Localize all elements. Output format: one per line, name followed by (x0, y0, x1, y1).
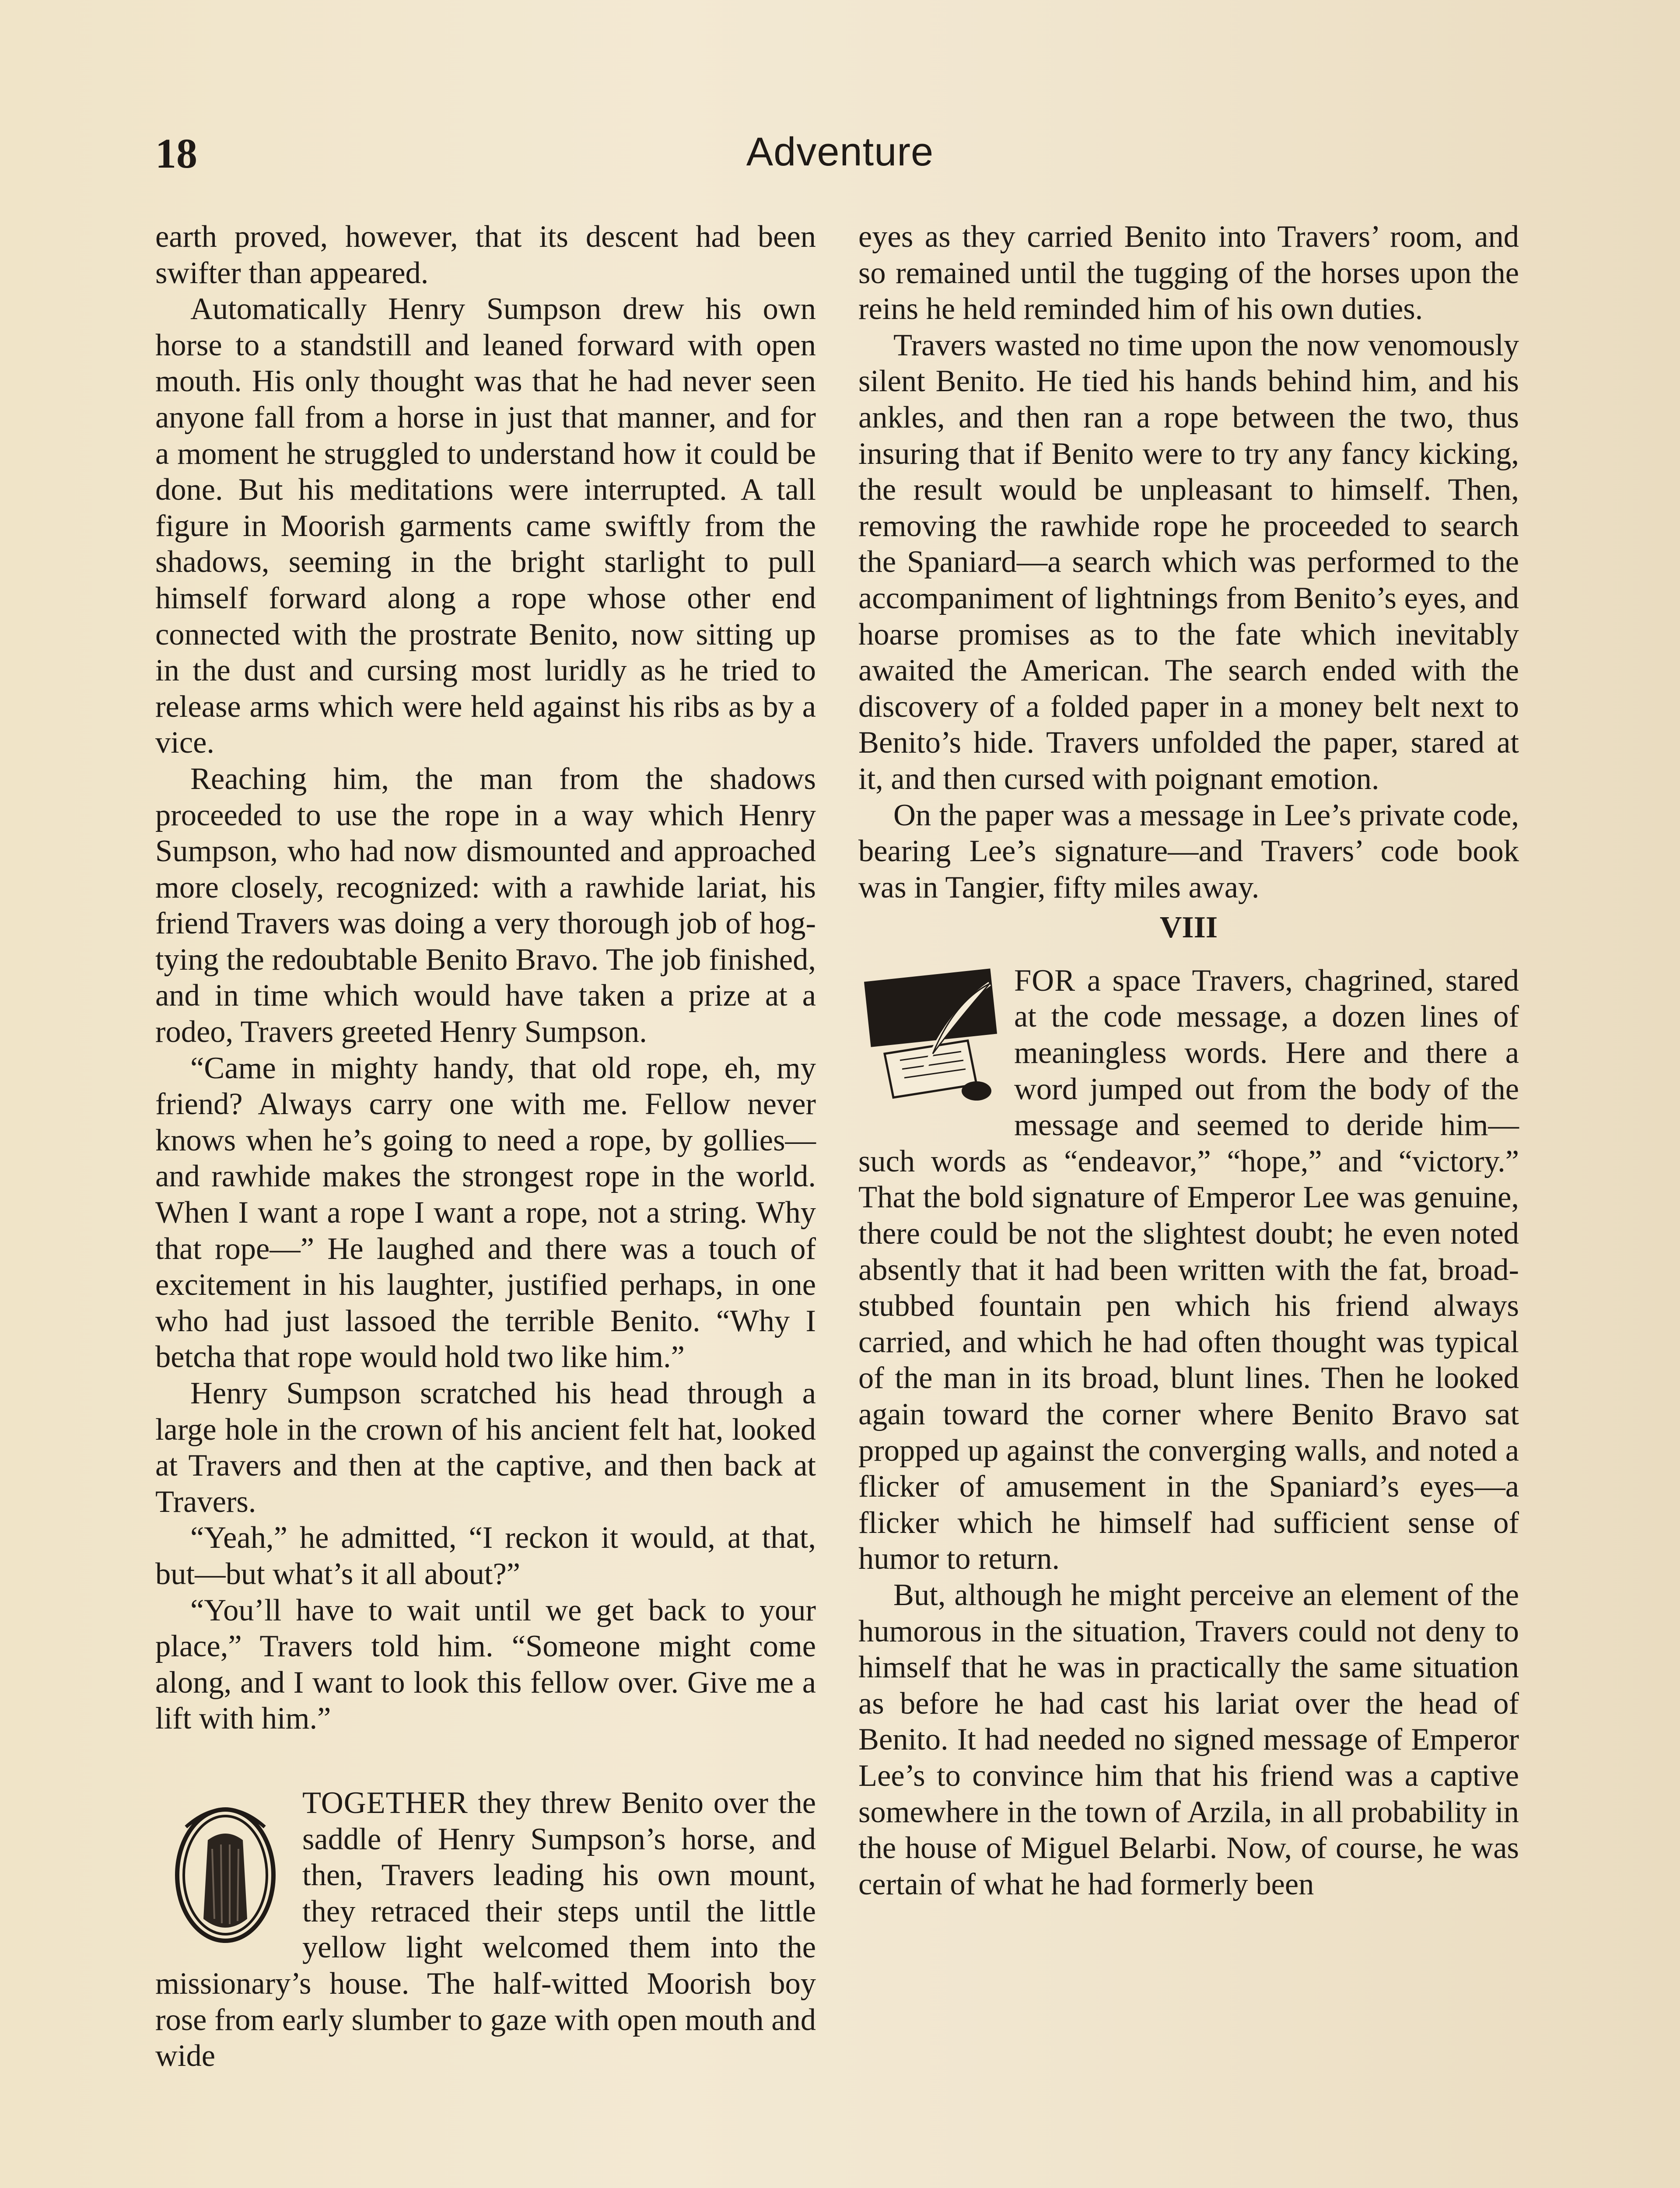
paragraph-text: a space Travers, chagrined, stared at the code message, a dozen lines of meaningless words. Here and there a word jumped out from the body of the message and seemed to deride him—such words as “endeavor,” “hope,” and “victory.” That the bold signature of Emperor Lee was genuine, there could be not the slightest doubt; he even noted absently that it had been written with the fat, broad-stubbed fountain pen which his friend always carried, and which he had often thought was typical of the man in its broad, blunt lines. Then he looked again toward the corner where Benito Bravo sat propped up against the converging walls, and noted a flicker of amusement in the Spaniard’s eyes—a flicker which he himself had sufficient sense of humor to return. (858, 963, 1519, 1576)
paragraph: earth proved, however, that its descent had been swifter than appeared. (155, 220, 816, 290)
page-number: 18 (155, 130, 197, 177)
paragraph: “Came in mighty handy, that old rope, eh, my friend? Always carry one with me. Fellow never knows when he’s going to need a rope, by gollies—and rawhide makes the strongest rope in the world. When I want a rope I want a rope, not a string. Why that rope—” He laughed and there was a touch of excitement in his laughter, justified perhaps, in one who had just lassoed the terrible Benito. “Why I betcha that rope would hold two like him.” (155, 1051, 816, 1375)
paragraph: eyes as they carried Benito into Travers’ room, and so remained until the tugging of the horses upon the reins he held reminded him of his own duties. (858, 220, 1519, 326)
running-title: Adventure (746, 130, 934, 174)
paragraph: Henry Sumpson scratched his head through a large hole in the crown of his ancient felt hat, looked at Travers and then at the captive, and then back at Travers. (155, 1376, 816, 1519)
paragraph: “You’ll have to wait until we get back to your place,” Travers told him. “Someone might come along, and I want to look this fellow over. Give me a lift with him.” (155, 1593, 816, 1736)
rope-coil-vignette (160, 1788, 291, 1954)
paragraph: Reaching him, the man from the shadows proceeded to use the rope in a way which Henry Sumpson, who had now dismounted and approached more closely, recognized: with a rawhide lariat, his friend Travers was doing a very thorough job of hog-tying the redoubtable Benito Bravo. The job finished, and in time which would have taken a prize at a rodeo, Travers greeted Henry Sumpson. (155, 761, 816, 1049)
quill-and-letter-vignette (858, 966, 1003, 1111)
paragraph: “Yeah,” he admitted, “I reckon it would, at that, but—but what’s it all about?” (155, 1521, 816, 1591)
section-break (155, 1737, 816, 1785)
lead-word: TOGETHER (302, 1785, 468, 1820)
left-column (155, 219, 816, 2074)
paragraph: But, although he might perceive an element of the humorous in the situation, Travers could not deny to himself that he was in practically the same situation as before he had cast his lariat over the head of Benito. It had needed no signed message of Emperor Lee’s to convince him that his friend was a captive somewhere in the town of Arzila, in all probability in the house of Miguel Belarbi. Now, of course, he was certain of what he had formerly been (858, 1578, 1519, 1901)
paragraph-text: they threw Benito over the saddle of Henry Sumpson’s horse, and then, Travers leading his own mount, they retraced their steps until the little yellow light welcomed them into the missionary’s house. The half-witted Moorish boy rose from early slumber to gaze with open mouth and wide (155, 1785, 816, 2073)
paragraph: Automatically Henry Sumpson drew his own horse to a standstill and leaned forward with open mouth. His only thought was that he had never seen anyone fall from a horse in just that manner, and for a moment he struggled to understand how it could be done. But his meditations were interrupted. A tall figure in Moorish garments came swiftly from the shadows, seeming in the bright starlight to pull himself forward along a rope whose other end connected with the prostrate Benito, now sitting up in the dust and cursing most luridly as he tried to release arms which were held against his ribs as by a vice. (155, 292, 816, 760)
paragraph: On the paper was a message in Lee’s private code, bearing Lee’s signature—and Travers’ code book was in Tangier, fifty miles away. (858, 798, 1519, 905)
section-heading: VIII (1159, 911, 1218, 945)
paragraph: Travers wasted no time upon the now venomously silent Benito. He tied his hands behind him, and his ankles, and then ran a rope between the two, thus insuring that if Benito were to try any fancy kicking, the result would be unpleasant to himself. Then, removing the rawhide rope he proceeded to search the Spaniard—a search which was performed to the accompaniment of lightnings from Benito’s eyes, and hoarse promises as to the fate which inevitably awaited the American. The search ended with the discovery of a folded paper in a money belt next to Benito’s hide. Travers unfolded the paper, stared at it, and then cursed with poignant emotion. (858, 328, 1519, 796)
right-column (858, 219, 1519, 1902)
lead-word: FOR (1014, 963, 1076, 998)
